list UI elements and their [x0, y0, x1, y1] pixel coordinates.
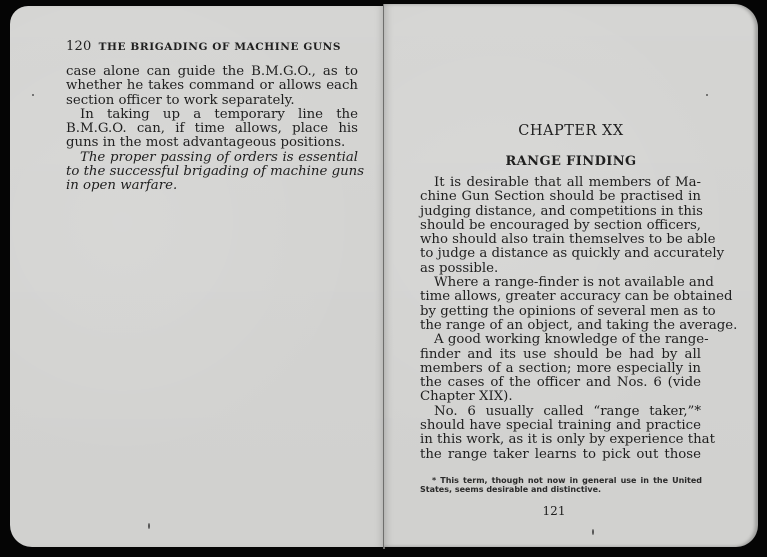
left-page [10, 6, 384, 547]
paper-speck [32, 94, 34, 96]
text-line: the range of an object, and taking the average. [420, 317, 738, 333]
text-line: guns in the most advantageous positions. [66, 135, 346, 151]
text-line: Chapter XIX). [420, 389, 513, 405]
right-page-body [420, 175, 738, 462]
text-line: the range taker learns to pick out those [420, 446, 701, 462]
text-line: case alone can guide the B.M.G.O., as to [66, 64, 358, 79]
text-line: by getting the opinions of several men as to [420, 303, 716, 319]
text-line: chine Gun Section should be practised in [420, 189, 701, 205]
text-line: as possible. [420, 260, 499, 276]
text-line: section officer to work separately. [66, 92, 295, 108]
right-page [384, 4, 758, 547]
right-page-number: 121 [542, 504, 566, 518]
footnote-line: * This term, though not now in general use in the United [432, 476, 702, 485]
text-line: should have special training and practice [420, 418, 701, 434]
text-line: to the successful brigading of machine guns [66, 164, 365, 180]
text-line: in open warfare. [66, 178, 178, 194]
text-line: Where a range-finder is not available and [434, 275, 714, 291]
chapter-label: CHAPTER XX [518, 123, 624, 139]
text-line: the cases of the officer and Nos. 6 (vide [420, 375, 701, 391]
text-line: to judge a distance as quickly and accurately [420, 246, 725, 262]
text-line: finder and its use should be had by all [420, 346, 701, 362]
paper-speck [706, 94, 708, 96]
footnote-line: States, seems desirable and distinctive. [420, 485, 602, 494]
text-line: The proper passing of orders is essential [80, 149, 358, 165]
footnote [420, 476, 702, 494]
text-line: members of a section; more especially in [420, 360, 701, 376]
running-head [66, 38, 341, 54]
text-line: A good working knowledge of the range- [434, 332, 709, 348]
chapter-title: RANGE FINDING [505, 154, 637, 169]
left-page-body [66, 64, 365, 194]
text-line: No. 6 usually called “range taker,”* [434, 403, 701, 419]
running-head-title: THE BRIGADING OF MACHINE GUNS [98, 41, 342, 53]
text-line: In taking up a temporary line the [80, 106, 358, 122]
left-page-number: 120 [66, 39, 92, 54]
text-line: time allows, greater accuracy can be obtained [420, 289, 733, 305]
paper-speck [148, 523, 150, 529]
text-line: whether he takes command or allows each [66, 78, 358, 94]
text-line: who should also train themselves to be able [420, 232, 716, 248]
text-line: in this work, as it is only by experience that [420, 432, 715, 448]
paper-speck [592, 529, 594, 535]
text-line: B.M.G.O. can, if time allows, place his [66, 121, 358, 137]
text-line: It is desirable that all members of Ma- [434, 175, 701, 190]
text-line: judging distance, and competitions in this [420, 203, 703, 219]
text-line: should be encouraged by section officers, [420, 217, 701, 233]
